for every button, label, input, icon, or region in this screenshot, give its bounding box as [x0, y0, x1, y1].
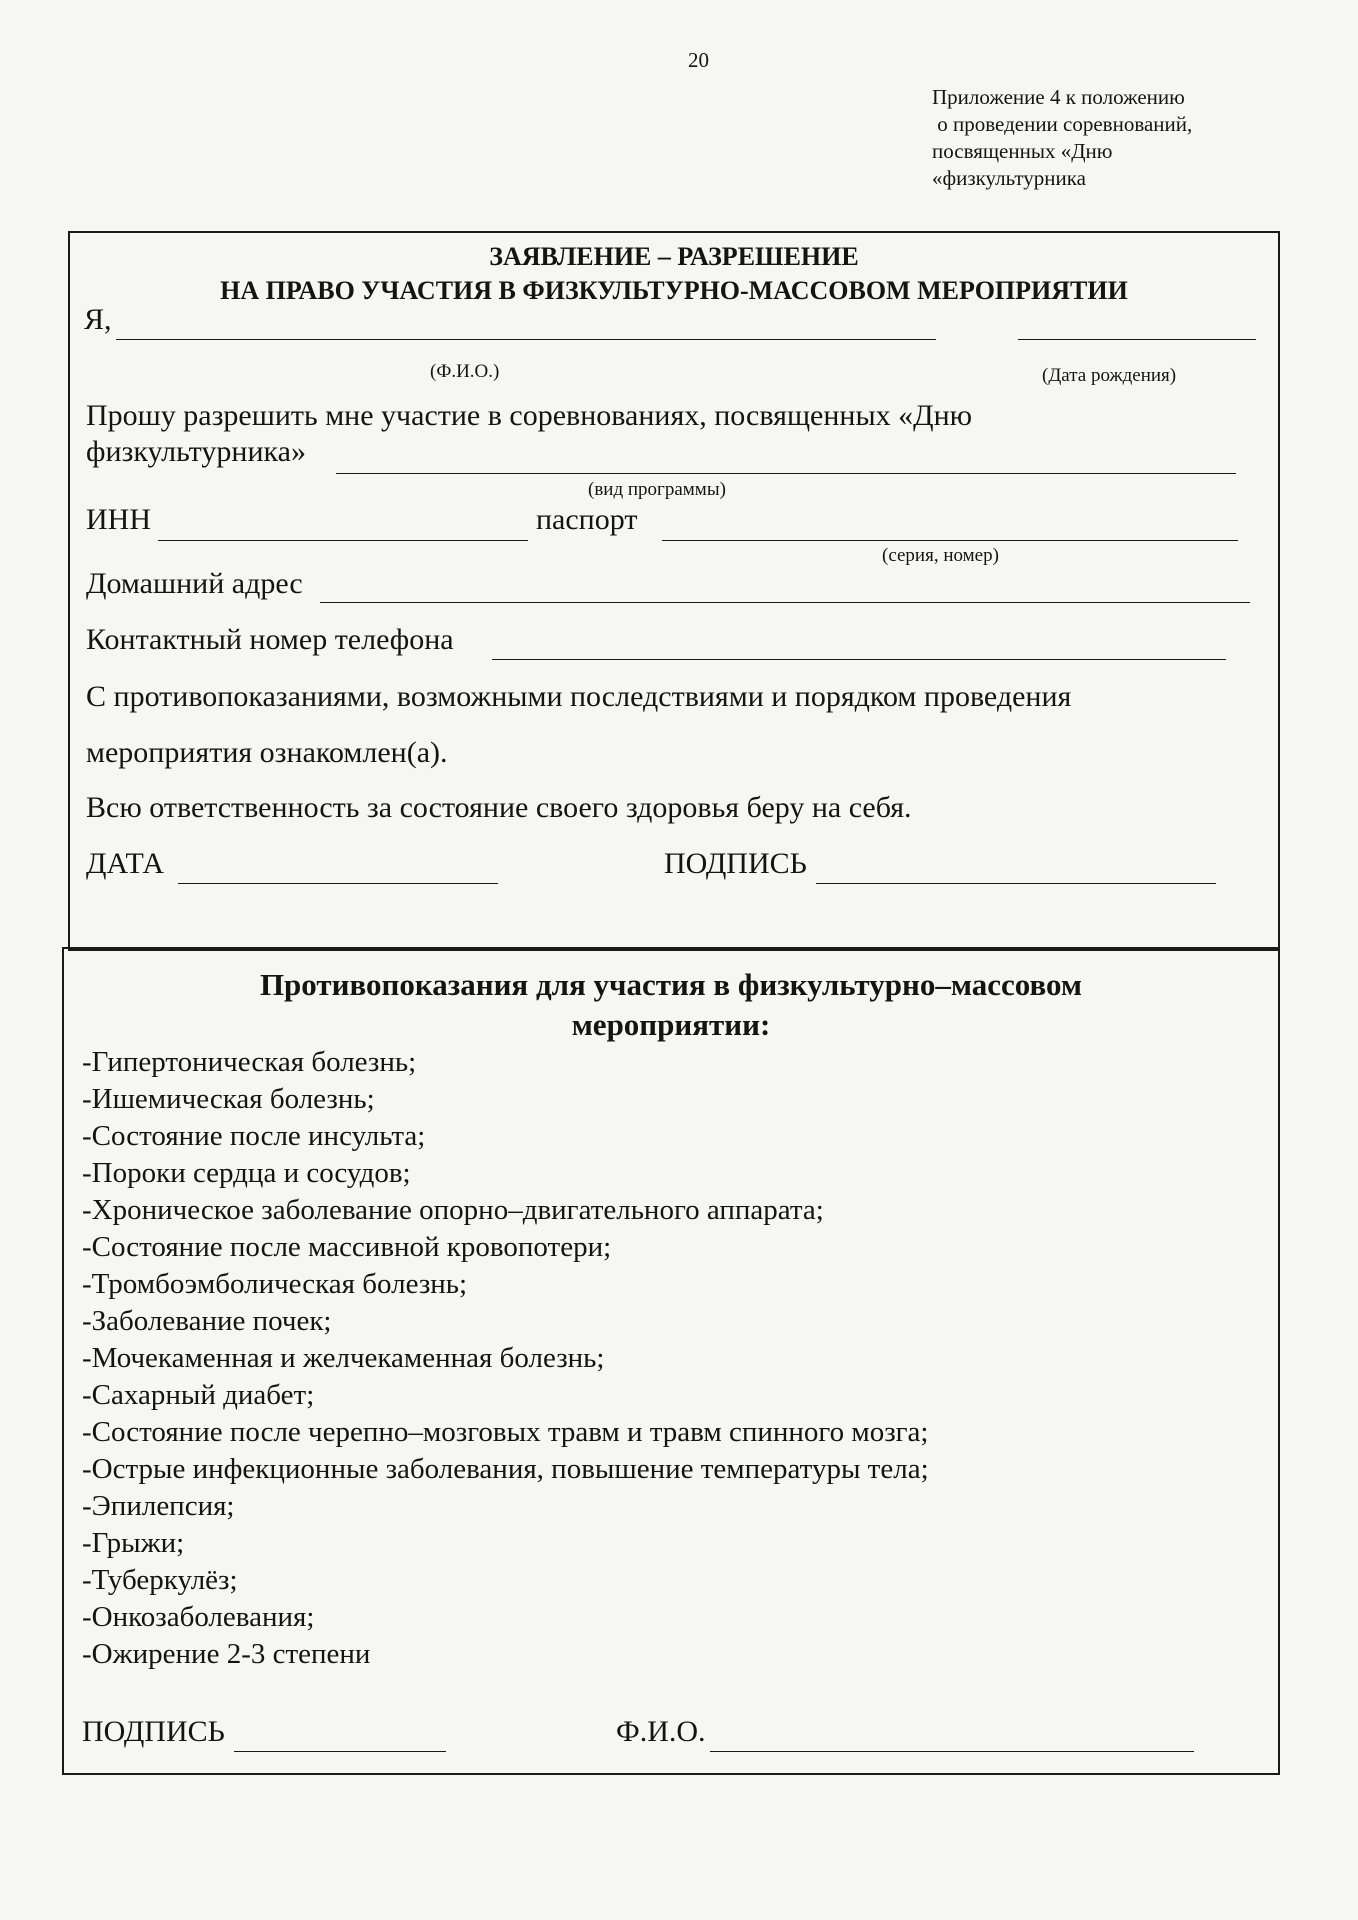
contraindications-section — [62, 947, 1280, 1775]
ack-line2: мероприятия ознакомлен(а). — [86, 736, 448, 769]
passport-field[interactable] — [662, 540, 1238, 541]
bottom-signature-label: ПОДПИСЬ — [82, 1715, 225, 1748]
contraindications-title-line2: мероприятии: — [571, 1007, 771, 1042]
form-title-line1: ЗАЯВЛЕНИЕ – РАЗРЕШЕНИЕ — [489, 242, 859, 271]
phone-label: Контактный номер телефона — [86, 623, 454, 656]
list-item: -Острые инфекционные заболевания, повышение температуры тела; — [82, 1453, 929, 1485]
i-label: Я, — [84, 303, 112, 336]
appendix-line: «физкультурника — [932, 166, 1086, 190]
program-caption: (вид программы) — [588, 479, 726, 500]
list-item: -Тромбоэмболическая болезнь; — [82, 1268, 468, 1300]
dob-caption: (Дата рождения) — [1042, 365, 1177, 386]
appendix-note — [932, 84, 1262, 192]
signature-label: ПОДПИСЬ — [664, 847, 807, 880]
list-item: -Пороки сердца и сосудов; — [82, 1157, 411, 1189]
fio-caption: (Ф.И.О.) — [430, 361, 500, 382]
page-number: 20 — [688, 48, 709, 72]
bottom-fio-field[interactable] — [710, 1751, 1194, 1752]
contraindications-list — [82, 1044, 929, 1673]
list-item: -Состояние после черепно–мозговых травм и травм спинного мозга; — [82, 1416, 929, 1448]
list-item: -Онкозаболевания; — [82, 1601, 315, 1633]
list-item: -Мочекаменная и желчекаменная болезнь; — [82, 1342, 605, 1374]
list-item: -Хроническое заболевание опорно–двигательного аппарата; — [82, 1194, 824, 1226]
program-field[interactable] — [336, 473, 1236, 474]
dob-field[interactable] — [1018, 339, 1256, 340]
application-form — [68, 231, 1280, 951]
list-item: -Сахарный диабет; — [82, 1379, 315, 1411]
request-line1: Прошу разрешить мне участие в соревнованиях, посвященных «Дню — [86, 399, 973, 432]
date-field[interactable] — [178, 883, 498, 884]
signature-field[interactable] — [816, 883, 1216, 884]
passport-caption: (серия, номер) — [882, 545, 999, 566]
list-item: -Ожирение 2-3 степени — [82, 1638, 371, 1670]
fio-field[interactable] — [116, 339, 936, 340]
appendix-line: о проведении соревнований, — [932, 112, 1193, 136]
list-item: -Состояние после инсульта; — [82, 1120, 426, 1152]
inn-label: ИНН — [86, 503, 151, 536]
appendix-line: Приложение 4 к положению — [932, 85, 1185, 109]
bottom-fio-label: Ф.И.О. — [616, 1715, 706, 1748]
list-item: -Состояние после массивной кровопотери; — [82, 1231, 612, 1263]
request-line2: физкультурника» — [86, 435, 306, 468]
contraindications-title-line1: Противопоказания для участия в физкультурно–массовом — [259, 967, 1083, 1002]
inn-field[interactable] — [158, 540, 528, 541]
passport-label: паспорт — [536, 503, 638, 536]
list-item: -Эпилепсия; — [82, 1490, 235, 1522]
address-label: Домашний адрес — [86, 567, 303, 600]
date-label: ДАТА — [86, 847, 164, 880]
address-field[interactable] — [320, 602, 1250, 603]
list-item: -Туберкулёз; — [82, 1564, 238, 1596]
ack-line1: С противопоказаниями, возможными последствиями и порядком проведения — [86, 680, 1072, 713]
bottom-signature-field[interactable] — [234, 1751, 446, 1752]
form-title-line2: НА ПРАВО УЧАСТИЯ В ФИЗКУЛЬТУРНО-МАССОВОМ МЕРОПРИЯТИИ — [220, 276, 1128, 305]
appendix-line: посвященных «Дню — [932, 139, 1113, 163]
phone-field[interactable] — [492, 659, 1226, 660]
list-item: -Ишемическая болезнь; — [82, 1083, 375, 1115]
list-item: -Заболевание почек; — [82, 1305, 332, 1337]
responsibility-text: Всю ответственность за состояние своего здоровья беру на себя. — [86, 791, 912, 824]
list-item: -Грыжи; — [82, 1527, 185, 1559]
list-item: -Гипертоническая болезнь; — [82, 1046, 417, 1078]
